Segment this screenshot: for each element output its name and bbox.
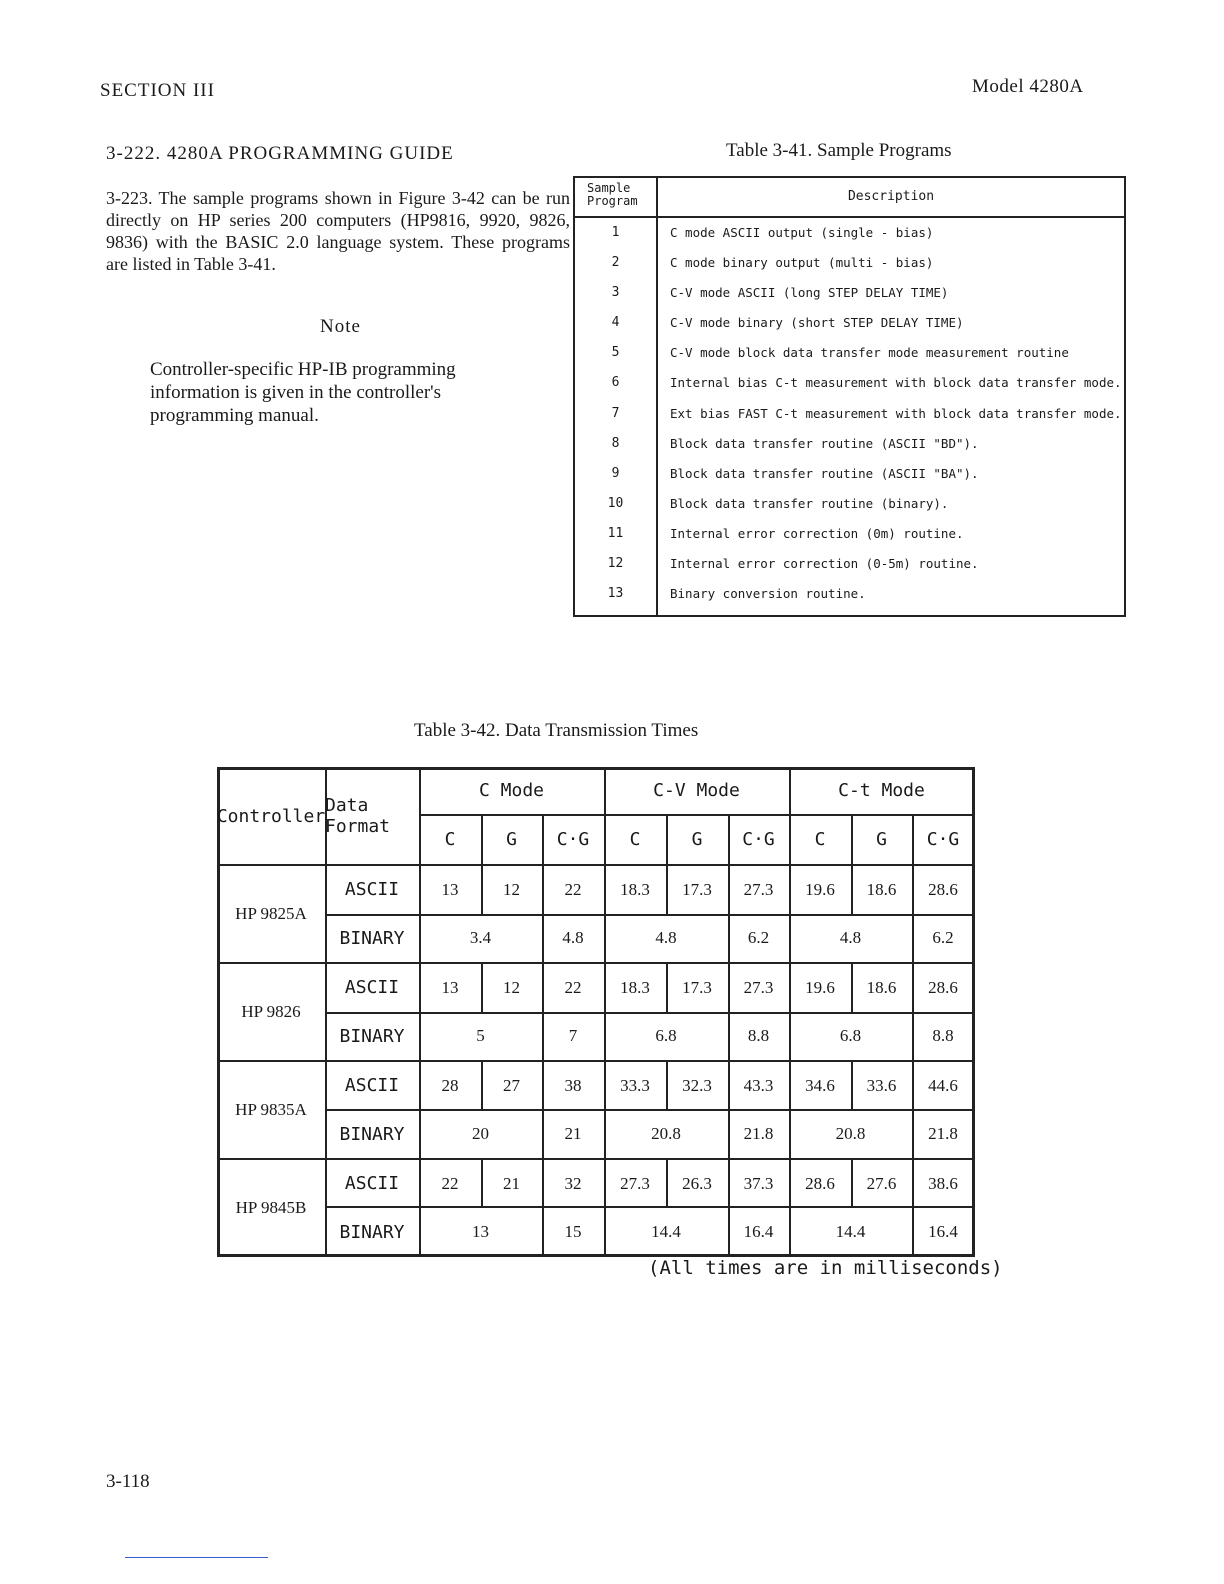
binary-time-cell: 21.8 [928, 1124, 958, 1143]
subcolumn-header: G [691, 829, 703, 850]
ascii-time-cell: 22 [564, 977, 582, 997]
binary-time-cell: 4.8 [655, 928, 677, 947]
table-row [575, 223, 1124, 253]
program-number: 9 [611, 465, 620, 481]
program-description: C-V mode binary (short STEP DELAY TIME) [670, 315, 964, 331]
table-row [575, 253, 1124, 283]
ascii-time-cell: 27.3 [743, 977, 774, 997]
ascii-time-cell: 12 [503, 879, 520, 899]
data-format-header: Data Format [325, 795, 391, 837]
program-description: Block data transfer routine (ASCII "BD"). [670, 435, 979, 451]
controller-name: HP 9826 [241, 1001, 301, 1021]
binary-time-cell: 20.8 [651, 1124, 681, 1143]
subcolumn-header: C [629, 829, 641, 850]
program-description: C-V mode block data transfer mode measurement routine [670, 345, 1069, 361]
binary-time-cell: 6.8 [839, 1026, 862, 1045]
page-number: 3-118 [106, 1471, 150, 1492]
ascii-time-cell: 27.3 [743, 879, 774, 899]
table-row [575, 554, 1124, 584]
binary-time-cell: 6.8 [655, 1026, 677, 1045]
table-42-footnote: (All times are in milliseconds) [648, 1257, 1003, 1279]
binary-time-cell: 21 [564, 1124, 582, 1143]
ascii-time-cell: 13 [441, 977, 459, 997]
table-row [575, 343, 1124, 373]
table-row [575, 464, 1124, 494]
binary-time-cell: 13 [472, 1222, 489, 1241]
ascii-time-cell: 32.3 [682, 1075, 712, 1095]
table-row [575, 494, 1124, 524]
program-number: 2 [611, 255, 620, 271]
program-description: Internal bias C-t measurement with block data transfer mode. [670, 375, 1122, 391]
description-header: Description [847, 189, 935, 204]
ascii-time-cell: 22 [564, 879, 582, 899]
ascii-time-cell: 17.3 [682, 977, 712, 997]
controller-name: HP 9835A [235, 1099, 307, 1119]
ascii-time-cell: 28.6 [805, 1173, 835, 1193]
table-row [575, 584, 1124, 614]
program-number: 10 [607, 495, 624, 511]
binary-time-cell: 3.4 [469, 928, 492, 947]
binary-time-cell: 8.8 [932, 1026, 954, 1045]
format-ascii: ASCII [344, 1075, 400, 1096]
ascii-time-cell: 12 [503, 977, 520, 997]
ascii-time-cell: 34.6 [805, 1075, 835, 1095]
program-number: 6 [611, 375, 620, 391]
model-label: Model 4280A [972, 76, 1084, 97]
ascii-time-cell: 18.3 [620, 879, 650, 899]
program-number: 1 [611, 225, 620, 240]
program-description: Block data transfer routine (ASCII "BA"). [670, 465, 979, 481]
ascii-time-cell: 21 [503, 1173, 520, 1193]
binary-time-cell: 6.2 [932, 928, 954, 947]
ascii-time-cell: 33.3 [620, 1075, 650, 1095]
ascii-time-cell: 28.6 [928, 977, 958, 997]
program-number: 4 [611, 315, 620, 331]
subcolumn-header: C·G [926, 829, 960, 850]
ascii-time-cell: 18.3 [620, 977, 650, 997]
format-ascii: ASCII [344, 879, 400, 900]
format-binary: BINARY [339, 1221, 405, 1243]
program-description: Internal error correction (0-5m) routine. [670, 556, 979, 572]
program-number: 8 [611, 435, 620, 451]
program-description: C mode binary output (multi - bias) [670, 255, 934, 271]
ascii-time-cell: 44.6 [928, 1075, 958, 1095]
table-row [575, 283, 1124, 313]
program-number: 3 [611, 285, 620, 301]
ascii-time-cell: 13 [441, 879, 459, 899]
subcolumn-header: G [876, 829, 887, 850]
controller-name: HP 9845B [235, 1197, 307, 1217]
guide-paragraph: 3-223. The sample programs shown in Figure 3-42 can be run directly on HP series 200 computers (HP9816, 9920, 9826, 9836) with the BASIC 2.0 language system. These programs are listed in Table 3-41. [106, 188, 570, 274]
program-number: 7 [611, 405, 620, 421]
ascii-time-cell: 37.3 [743, 1173, 774, 1193]
format-binary: BINARY [339, 927, 405, 949]
cv-mode-header: C-V Mode [653, 780, 740, 801]
format-binary: BINARY [339, 1025, 405, 1047]
note-body: Controller-specific HP-IB programming information is given in the controller's programming manual. [150, 359, 456, 426]
ascii-time-cell: 32 [564, 1173, 582, 1193]
table-row [575, 434, 1124, 464]
binary-time-cell: 4.8 [562, 928, 584, 947]
binary-time-cell: 20 [472, 1124, 489, 1143]
binary-time-cell: 15 [564, 1222, 582, 1241]
binary-time-cell: 5 [476, 1026, 485, 1045]
footer-rule [125, 1557, 268, 1558]
format-ascii: ASCII [344, 977, 400, 998]
controller-name: HP 9825A [235, 903, 307, 923]
binary-time-cell: 4.8 [839, 928, 862, 947]
sample-programs-table [573, 176, 1126, 617]
ascii-time-cell: 27.3 [620, 1173, 650, 1193]
transmission-times-table [217, 767, 974, 1257]
binary-time-cell: 7 [568, 1026, 578, 1045]
ascii-time-cell: 28.6 [928, 879, 958, 899]
ascii-time-cell: 33.6 [866, 1075, 897, 1095]
ascii-time-cell: 27.6 [866, 1173, 897, 1193]
sample-program-header: Sample Program [587, 181, 638, 208]
binary-time-cell: 16.4 [928, 1222, 958, 1241]
program-number: 13 [607, 586, 624, 602]
binary-time-cell: 20.8 [835, 1124, 866, 1143]
program-description: C-V mode ASCII (long STEP DELAY TIME) [670, 285, 949, 301]
program-description: Block data transfer routine (binary). [670, 495, 949, 511]
ascii-time-cell: 27 [503, 1075, 520, 1095]
program-description: C mode ASCII output (single - bias) [670, 225, 934, 240]
binary-time-cell: 16.4 [743, 1222, 774, 1241]
binary-time-cell: 8.8 [747, 1026, 770, 1045]
program-description: Ext bias FAST C-t measurement with block data transfer mode. [670, 405, 1122, 421]
subcolumn-header: C·G [742, 829, 775, 850]
note-heading: Note [320, 316, 361, 337]
program-number: 12 [607, 556, 624, 572]
subcolumn-header: C [814, 829, 826, 850]
ascii-time-cell: 22 [441, 1173, 459, 1193]
binary-time-cell: 14.4 [835, 1222, 866, 1241]
format-binary: BINARY [339, 1123, 405, 1145]
ascii-time-cell: 18.6 [866, 977, 897, 997]
ascii-time-cell: 43.3 [743, 1075, 774, 1095]
table-row [575, 524, 1124, 554]
subcolumn-header: C·G [556, 829, 590, 850]
ascii-time-cell: 17.3 [682, 879, 712, 899]
binary-time-cell: 14.4 [651, 1222, 681, 1241]
guide-heading: 3-222. 4280A PROGRAMMING GUIDE [106, 143, 454, 164]
ascii-time-cell: 19.6 [805, 879, 835, 899]
controller-header: Controller [216, 805, 326, 827]
table-row [575, 404, 1124, 434]
program-description: Binary conversion routine. [670, 586, 866, 602]
ascii-time-cell: 38.6 [928, 1173, 958, 1193]
table-row [575, 313, 1124, 343]
binary-time-cell: 21.8 [743, 1124, 774, 1143]
format-ascii: ASCII [344, 1173, 400, 1194]
binary-time-cell: 6.2 [747, 928, 770, 947]
table-42-caption: Table 3-42. Data Transmission Times [414, 720, 699, 741]
ascii-time-cell: 28 [441, 1075, 459, 1095]
subcolumn-header: C [444, 829, 456, 850]
section-label: SECTION III [100, 80, 215, 101]
program-number: 5 [611, 345, 620, 361]
ascii-time-cell: 38 [564, 1075, 582, 1095]
table-41-caption: Table 3-41. Sample Programs [726, 140, 952, 161]
ascii-time-cell: 26.3 [682, 1173, 712, 1193]
c-mode-header: C Mode [478, 780, 545, 801]
program-number: 11 [607, 525, 624, 541]
ascii-time-cell: 19.6 [805, 977, 835, 997]
ct-mode-header: C-t Mode [838, 780, 925, 801]
ascii-time-cell: 18.6 [866, 879, 897, 899]
table-row [575, 373, 1124, 403]
subcolumn-header: G [506, 829, 517, 850]
program-description: Internal error correction (0m) routine. [670, 525, 964, 541]
